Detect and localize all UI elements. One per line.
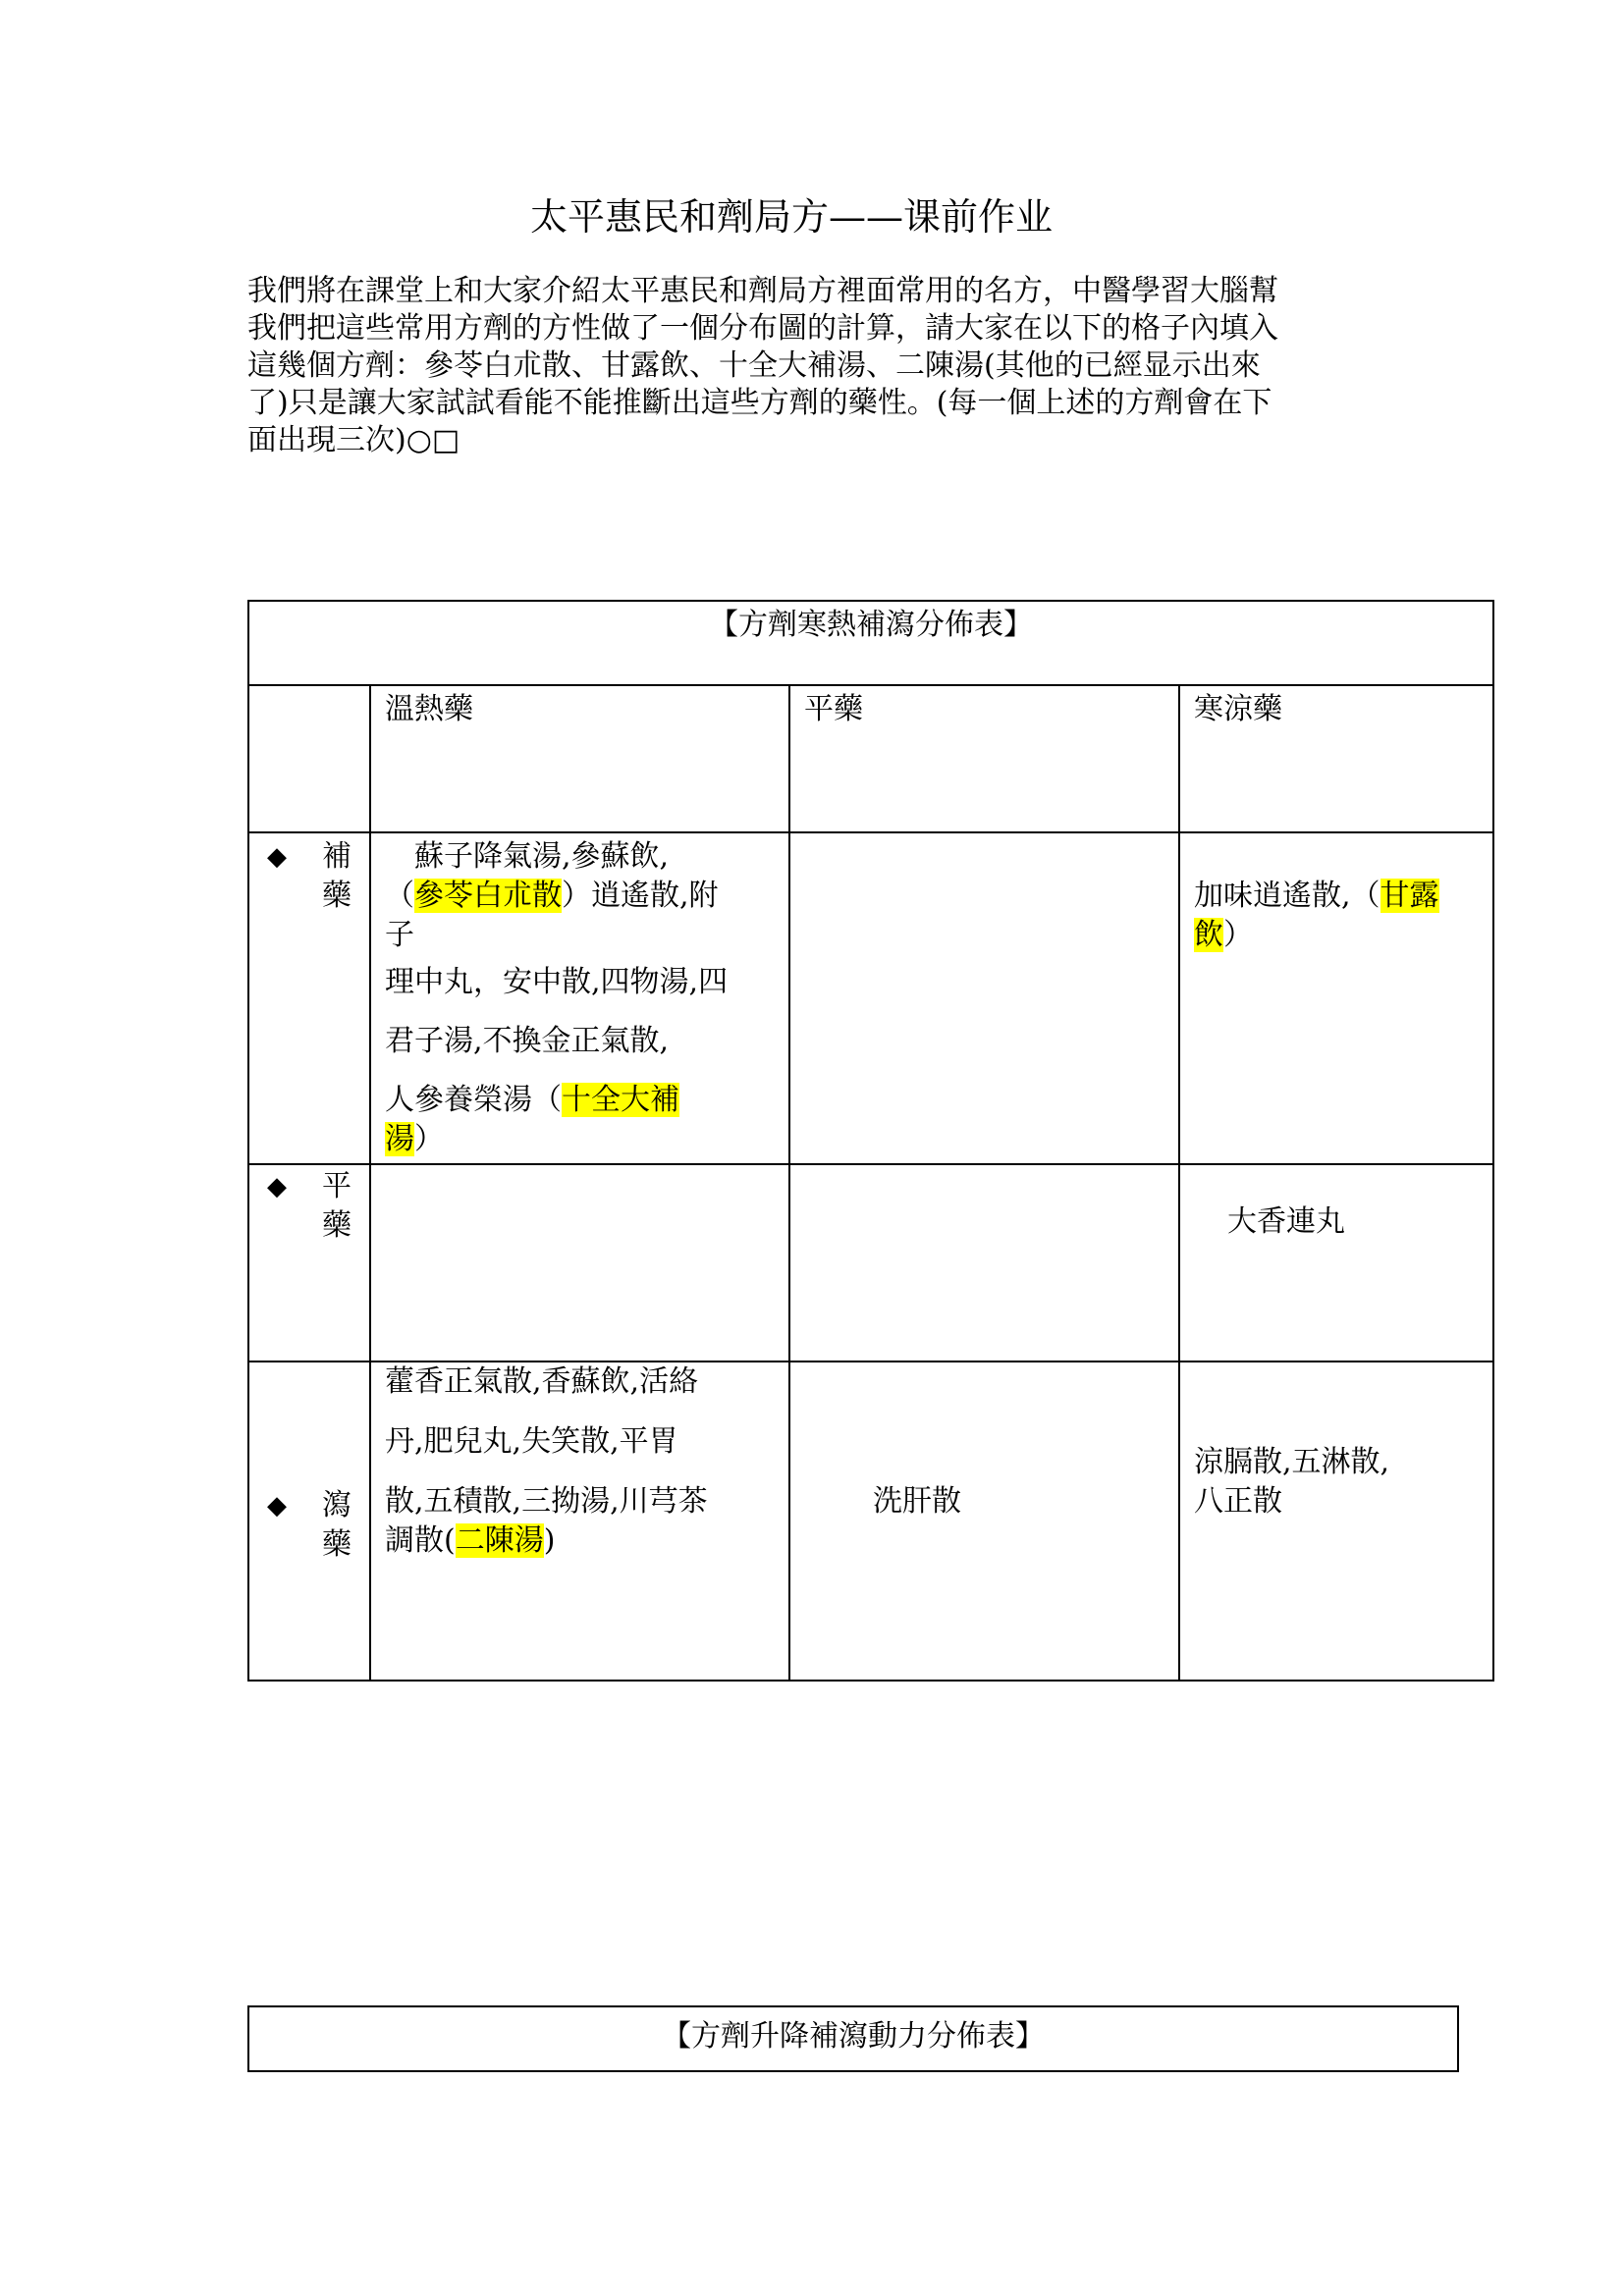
formula-text: 涼膈散,五淋散, xyxy=(1194,1445,1390,1479)
formula-text: 洗肝散 xyxy=(873,1484,961,1519)
distribution-table xyxy=(247,600,1494,1682)
formula-text: ） xyxy=(1223,918,1253,952)
formula-text: （ xyxy=(385,879,414,913)
cell-tonify-neutral xyxy=(789,832,1179,1164)
diamond-icon: ◆ xyxy=(267,1491,287,1521)
intro-paragraph xyxy=(247,273,1416,459)
formula-text: ） xyxy=(414,1122,444,1156)
highlighted-answer: 飲 xyxy=(1194,918,1223,952)
highlighted-answer: 湯 xyxy=(385,1122,414,1156)
cell-tonify-cold xyxy=(1179,832,1493,1164)
formula-text: 調散( xyxy=(385,1523,456,1558)
highlighted-answer: 甘露 xyxy=(1380,879,1439,913)
dynamics-table-caption: 【方劑升降補瀉動力分佈表】 xyxy=(248,2006,1458,2071)
formula-text: 八正散 xyxy=(1194,1484,1282,1519)
page-title: 太平惠民和劑局方——课前作业 xyxy=(530,195,1054,239)
formula-text: 蘇子降氣湯,參蘇飲, xyxy=(385,839,670,874)
table-caption: 【方劑寒熱補瀉分佈表】 xyxy=(248,601,1493,685)
intro-line: 我們把這些常用方劑的方性做了一個分布圖的計算，請大家在以下的格子內填入 xyxy=(247,311,1278,346)
col-header-cold: 寒涼藥 xyxy=(1179,685,1493,832)
highlighted-answer: 參苓白朮散 xyxy=(414,879,562,913)
cell-tonify-warm xyxy=(370,832,789,1164)
diamond-icon: ◆ xyxy=(267,1172,287,1201)
intro-line: 了)只是讓大家試試看能不能推斷出這些方劑的藥性。(每一個上述的方劑會在下 xyxy=(247,386,1272,420)
row-label-tonify xyxy=(248,832,370,1164)
corner-cell xyxy=(248,685,370,832)
row-label-char: 藥 xyxy=(322,1208,352,1243)
row-label-char: 藥 xyxy=(322,879,352,913)
cell-neutral-warm xyxy=(370,1164,789,1362)
col-header-warm: 溫熱藥 xyxy=(370,685,789,832)
formula-text: 加味逍遙散,（ xyxy=(1194,879,1380,913)
cell-neutral-neutral xyxy=(789,1164,1179,1362)
formula-text: 人參養榮湯（ xyxy=(385,1083,562,1117)
row-label-purge xyxy=(248,1362,370,1681)
intro-line: 這幾個方劑：參苓白朮散、甘露飲、十全大補湯、二陳湯(其他的已經显示出來 xyxy=(247,348,1261,383)
formula-text: 君子湯,不換金正氣散, xyxy=(385,1024,670,1058)
dynamics-table xyxy=(247,2005,1459,2072)
formula-text: 丹,肥兒丸,失笑散,平胃 xyxy=(385,1424,678,1459)
highlighted-answer: 二陳湯 xyxy=(455,1523,544,1558)
row-label-char: 藥 xyxy=(322,1527,352,1562)
cell-neutral-cold xyxy=(1179,1164,1493,1362)
diamond-icon: ◆ xyxy=(267,842,287,872)
intro-line: 我們將在課堂上和大家介紹太平惠民和劑局方裡面常用的名方，中醫學習大腦幫 xyxy=(247,274,1278,308)
row-label-char: 瀉 xyxy=(322,1488,352,1522)
formula-text: 理中丸，安中散,四物湯,四 xyxy=(385,965,729,999)
cell-purge-cold xyxy=(1179,1362,1493,1681)
formula-text: ) xyxy=(543,1523,556,1558)
row-label-char: 補 xyxy=(322,839,352,874)
formula-text: 藿香正氣散,香蘇飲,活絡 xyxy=(385,1364,699,1399)
cell-purge-warm xyxy=(370,1362,789,1681)
col-header-neutral: 平藥 xyxy=(789,685,1179,832)
formula-text: 子 xyxy=(385,918,414,952)
formula-text: 散,五積散,三拗湯,川芎茶 xyxy=(385,1484,708,1519)
row-label-neutral xyxy=(248,1164,370,1362)
cell-purge-neutral xyxy=(789,1362,1179,1681)
formula-text: 大香連丸 xyxy=(1227,1204,1345,1239)
highlighted-answer: 十全大補 xyxy=(562,1083,679,1117)
intro-line: 面出現三次)○□ xyxy=(247,423,460,457)
formula-text: ）逍遙散,附 xyxy=(562,879,719,913)
row-label-char: 平 xyxy=(322,1169,352,1203)
